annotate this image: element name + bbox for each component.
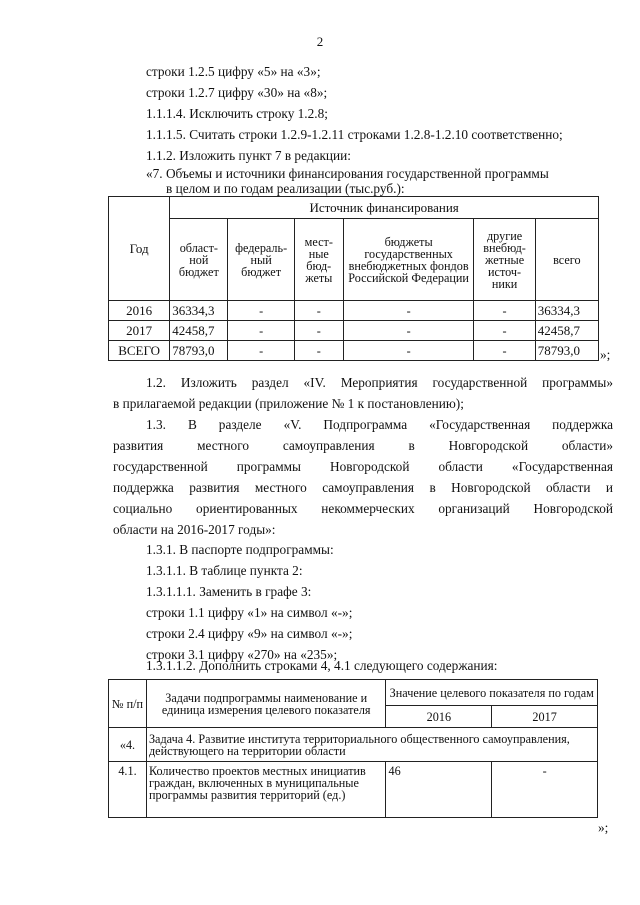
cell-other: - [474,321,535,341]
cell-funds: - [343,321,474,341]
header-total: всего [535,219,598,301]
cell-total: 42458,7 [535,321,598,341]
table-row [109,321,599,341]
paragraph-line: области на 2016-2017 годы»: [113,522,276,537]
cell-total: 36334,3 [535,301,598,321]
text-line: строки 3.1 цифру «270» на «235»; [146,647,338,662]
header-2016: 2016 [386,706,492,728]
cell-funds: - [343,341,474,361]
cell-num: «4. [109,728,147,762]
header-federal: федераль-ный бюджет [228,219,294,301]
header-local: мест-ные бюд-жеты [294,219,343,301]
text-line: 1.3.1. В паспорте подпрограммы: [146,542,334,557]
cell-regional: 78793,0 [170,341,228,361]
cell-2016: 46 [386,762,492,818]
text-line: строки 2.4 цифру «9» на символ «-»; [146,626,353,641]
header-task: Задачи подпрограммы наименование и единица измерения целевого показателя [146,680,386,728]
cell-funds: - [343,301,474,321]
header-funds: бюджеты государственных внебюджетных фондов Российской Федерации [343,219,474,301]
paragraph-line: 1.3. В разделе «V. Подпрограмма «Государственная поддержка [146,417,613,432]
cell-year: 2016 [109,301,170,321]
paragraph-line: 1.2. Изложить раздел «IV. Мероприятия государственной программы» [146,375,613,390]
header-source: Источник финансирования [170,197,599,219]
paragraph-line: поддержка развития местного самоуправления в Новгородской области и [113,480,613,495]
header-2017: 2017 [492,706,598,728]
cell-other: - [474,341,535,361]
cell-year: ВСЕГО [109,341,170,361]
header-year: Год [109,197,170,301]
text-line: 1.1.1.5. Считать строки 1.2.9-1.2.11 строками 1.2.8-1.2.10 соответственно; [146,127,563,142]
table-row [109,728,598,762]
table-row [109,762,598,818]
cell-local: - [294,321,343,341]
table1-closing-quote: »; [600,347,611,362]
header-value: Значение целевого показателя по годам [386,680,598,706]
cell-indicator: Количество проектов местных инициатив граждан, включенных в муниципальные программы развития территорий (ед.) [146,762,386,818]
text-line: 1.1.2. Изложить пункт 7 в редакции: [146,148,351,163]
cell-task: Задача 4. Развитие института территориального общественного самоуправления, действующего на территории области [146,728,597,762]
header-other: другие внебюд-жетные источ-ники [474,219,535,301]
paragraph-line: развития местного самоуправления в Новгородской области» [113,438,613,453]
text-line: «7. Объемы и источники финансирования государственной программы [146,166,549,181]
header-num: № п/п [109,680,147,728]
cell-federal: - [228,321,294,341]
text-line: 1.3.1.1.1. Заменить в графе 3: [146,584,312,599]
cell-regional: 42458,7 [170,321,228,341]
indicators-table [108,679,598,818]
cell-year: 2017 [109,321,170,341]
cell-other: - [474,301,535,321]
text-line: в целом и по годам реализации (тыс.руб.): [166,181,405,196]
text-line: 1.3.1.1.2. Дополнить строками 4, 4.1 следующего содержания: [146,658,498,673]
cell-2017: - [492,762,598,818]
paragraph-line: государственной программы Новгородской области «Государственная [113,459,613,474]
text-line: строки 1.2.7 цифру «30» на «8»; [146,85,328,100]
header-regional: област-ной бюджет [170,219,228,301]
paragraph-line: в прилагаемой редакции (приложение № 1 к постановлению); [113,396,464,411]
table-row [109,301,599,321]
page-number: 2 [316,34,324,49]
text-line: строки 1.2.5 цифру «5» на «3»; [146,64,321,79]
financing-table [108,196,599,361]
text-line: 1.3.1.1. В таблице пункта 2: [146,563,303,578]
cell-federal: - [228,341,294,361]
cell-num: 4.1. [109,762,147,818]
cell-regional: 36334,3 [170,301,228,321]
cell-total: 78793,0 [535,341,598,361]
cell-federal: - [228,301,294,321]
cell-local: - [294,341,343,361]
table2-closing-quote: »; [598,820,609,835]
text-line: строки 1.1 цифру «1» на символ «-»; [146,605,353,620]
paragraph-line: социально ориентированных некоммерческих организаций Новгородской [113,501,613,516]
cell-local: - [294,301,343,321]
table-row [109,341,599,361]
text-line: 1.1.1.4. Исключить строку 1.2.8; [146,106,328,121]
